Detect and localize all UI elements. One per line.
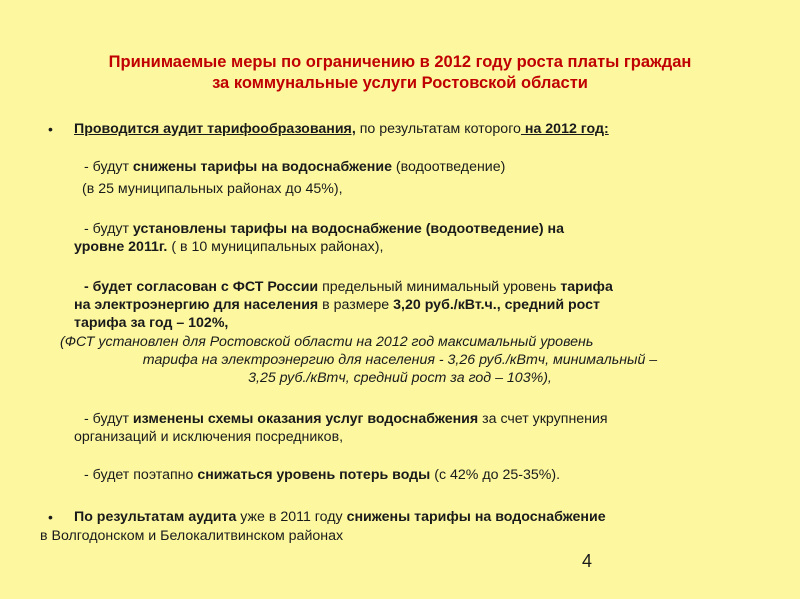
item3-note-line3: 3,25 руб./кВтч, средний рост за год – 103%), xyxy=(248,370,552,386)
item5-line1: - будет поэтапно снижаться уровень потерь воды (с 42% до 25-35%). xyxy=(84,467,561,483)
item3-note-line1: (ФСТ установлен для Ростовской области на 2012 год максимальный уровень xyxy=(60,334,594,350)
item3-line2: на электроэнергию для населения в размере 3,20 руб./кВт.ч., средний рост xyxy=(74,297,600,313)
bullet2-line1: По результатам аудита уже в 2011 году снижены тарифы на водоснабжение xyxy=(74,509,606,525)
item4-line1: - будут изменены схемы оказания услуг водоснабжения за счет укрупнения xyxy=(84,411,608,427)
item2-line1: - будут установлены тарифы на водоснабжение (водоотведение) на xyxy=(84,221,565,237)
title-line-2: за коммунальные услуги Ростовской области xyxy=(212,74,588,92)
item1-line2: (в 25 муниципальных районах до 45%), xyxy=(82,181,343,197)
page-number: 4 xyxy=(581,551,592,571)
bullet-marker: • xyxy=(48,121,53,137)
bullet2-line2: в Волгодонском и Белокалитвинском районах xyxy=(40,528,344,544)
item3-note-line2: тарифа на электроэнергию для населения - 3,26 руб./кВтч, минимальный – xyxy=(142,352,658,368)
bullet-marker: • xyxy=(48,509,53,525)
bullet1-line: Проводится аудит тарифообразования, по результатам которого на 2012 год: xyxy=(74,121,609,137)
slide-title xyxy=(40,52,760,94)
item3-line3: тарифа за год – 102%, xyxy=(74,315,229,331)
title-line-1: Принимаемые меры по ограничению в 2012 году роста платы граждан xyxy=(108,53,692,71)
item3-line1: - будет согласован с ФСТ России предельный минимальный уровень тарифа xyxy=(84,279,613,295)
item1-line1: - будут снижены тарифы на водоснабжение (водоотведение) xyxy=(84,159,506,175)
item4-line2: организаций и исключения посредников, xyxy=(74,429,344,445)
item2-line2: уровне 2011г. ( в 10 муниципальных районах), xyxy=(74,239,384,255)
